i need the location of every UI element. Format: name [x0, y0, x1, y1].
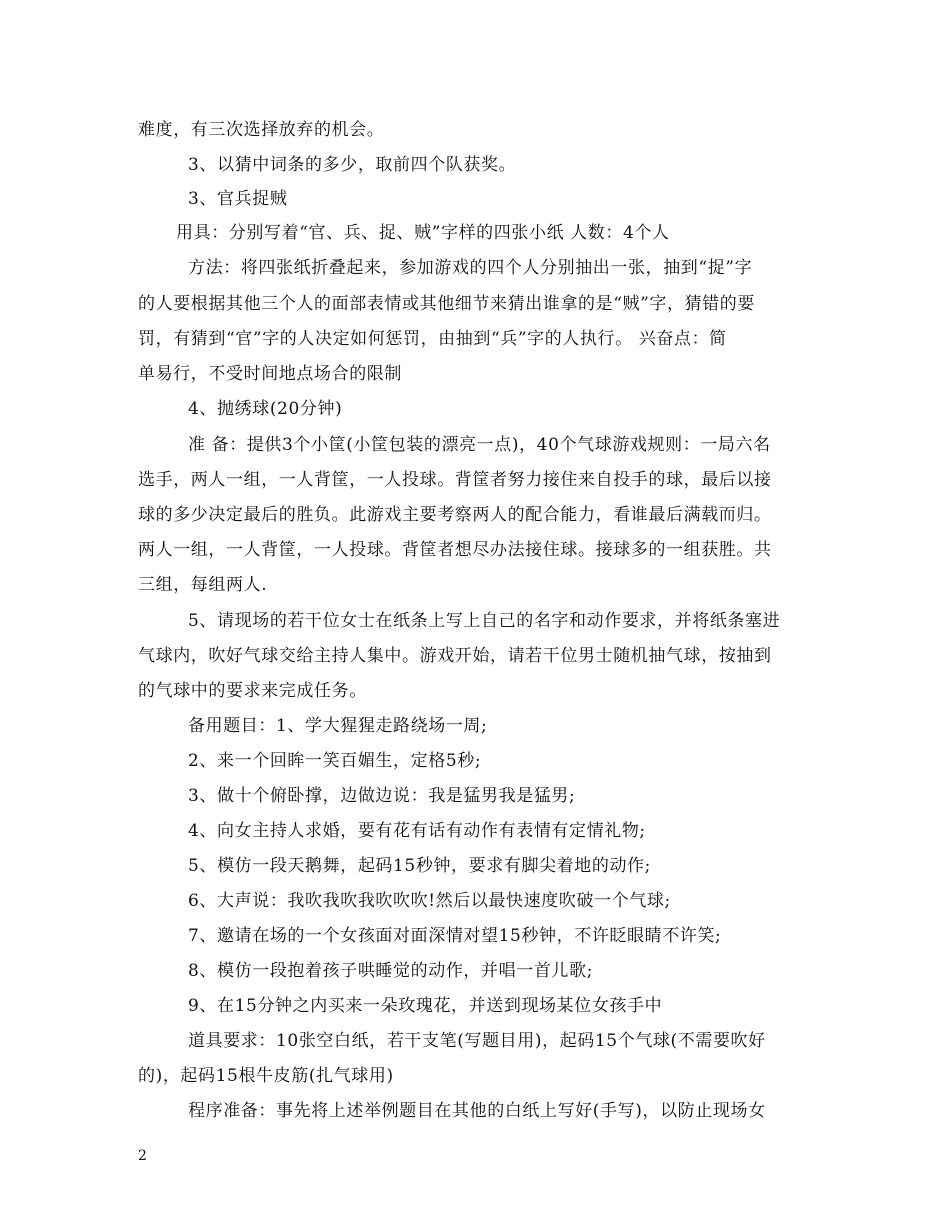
text-line: 的气球中的要求来完成任务。 [138, 681, 367, 701]
list-item: 2、来一个回眸一笑百媚生，定格5秒; [188, 751, 482, 771]
list-item: 8、模仿一段抱着孩子哄睡觉的动作，并唱一首儿歌; [188, 961, 593, 981]
list-item: 5、模仿一段天鹅舞，起码15秒钟，要求有脚尖着地的动作; [188, 856, 651, 876]
text-line: 道具要求：10张空白纸，若干支笔(写题目用)，起码15个气球(不需要吹好 [188, 1031, 766, 1051]
list-item: 9、在15分钟之内买来一朵玫瑰花，并送到现场某位女孩手中 [188, 996, 663, 1016]
text-line: 气球内，吹好气球交给主持人集中。游戏开始，请若干位男士随机抽气球，按抽到 [138, 646, 772, 666]
text-line: 两人一组，一人背筐，一人投球。背筐者想尽办法接住球。接球多的一组获胜。共 [138, 540, 772, 560]
text-line: 方法：将四张纸折叠起来，参加游戏的四个人分别抽出一张，抽到“捉”字 [188, 258, 753, 278]
page-number: 2 [138, 1148, 147, 1164]
text-line: 3、以猜中词条的多少，取前四个队获奖。 [188, 155, 517, 175]
text-line: 5、请现场的若干位女士在纸条上写上自己的名字和动作要求，并将纸条塞进 [188, 611, 781, 631]
text-line: 程序准备：事先将上述举例题目在其他的白纸上写好(手写)，以防止现场女 [188, 1101, 766, 1121]
list-item: 3、做十个俯卧撑，边做边说：我是猛男我是猛男; [188, 786, 576, 806]
text-line: 的)，起码15根牛皮筋(扎气球用) [138, 1066, 394, 1086]
text-line: 备用题目：1、学大猩猩走路绕场一周; [188, 716, 488, 736]
text-line: 球的多少决定最后的胜负。此游戏主要考察两人的配合能力，看谁最后满载而归。 [138, 505, 772, 525]
text-line: 三组，每组两人. [138, 575, 268, 595]
text-line: 选手，两人一组，一人背筐，一人投球。背筐者努力接住来自投手的球，最后以接 [138, 470, 772, 490]
text-line: 难度，有三次选择放弃的机会。 [138, 120, 385, 140]
section-heading: 4、抛绣球(20分钟) [188, 399, 343, 419]
list-item: 4、向女主持人求婚，要有花有话有动作有表情有定情礼物; [188, 821, 646, 841]
text-line: 用具：分别写着“官、兵、捉、贼”字样的四张小纸 人数：4个人 [176, 223, 670, 243]
text-line: 的人要根据其他三个人的面部表情或其他细节来猜出谁拿的是“贼”字，猜错的要 [138, 294, 755, 314]
text-line: 准 备：提供3个小筐(小筐包装的漂亮一点)，40个气球游戏规则：一局六名 [188, 435, 771, 455]
list-item: 7、邀请在场的一个女孩面对面深情对望15秒钟，不许眨眼睛不许笑; [188, 926, 722, 946]
text-line: 单易行，不受时间地点场合的限制 [138, 364, 402, 384]
section-heading: 3、官兵捉贼 [188, 189, 288, 209]
list-item: 6、大声说：我吹我吹我吹吹吹!然后以最快速度吹破一个气球; [188, 891, 671, 911]
text-line: 罚，有猜到“官”字的人决定如何惩罚，由抽到“兵”字的人执行。 兴奋点：简 [138, 329, 727, 349]
